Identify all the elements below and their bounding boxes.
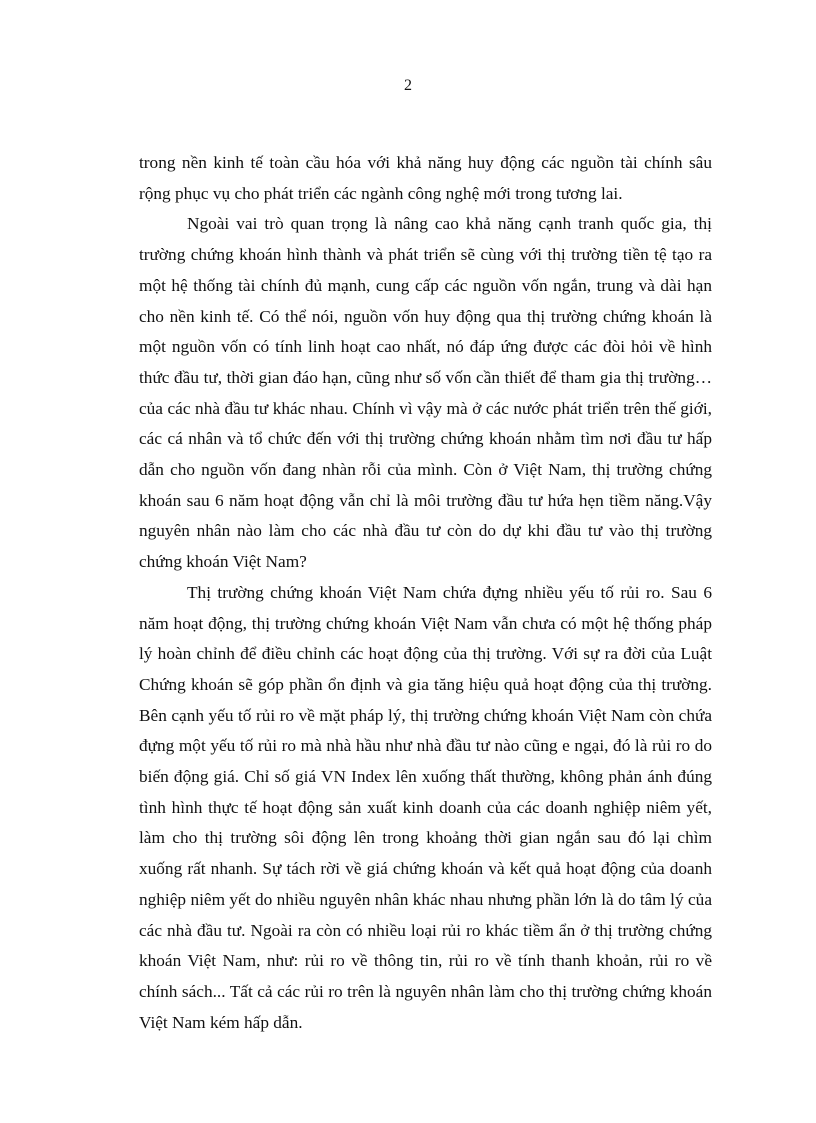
- paragraph-continuation: trong nền kinh tế toàn cầu hóa với khả năng huy động các nguồn tài chính sâu rộng phục vụ cho phát triển các ngành công nghệ mới trong tương lai.: [139, 153, 712, 203]
- page-number: 2: [404, 77, 412, 94]
- paragraph-market-role: Ngoài vai trò quan trọng là nâng cao khả năng cạnh tranh quốc gia, thị trường chứng khoán hình thành và phát triển sẽ cùng với thị trường tiền tệ tạo ra một hệ thống tài chính đủ mạnh, cung cấp các nguồn vốn ngắn, trung và dài hạn cho nền kinh tế. Có thể nói, nguồn vốn huy động qua thị trường chứng khoán là một nguồn vốn có tính linh hoạt cao nhất, nó đáp ứng được các đòi hỏi về hình thức đầu tư, thời gian đáo hạn, cũng như số vốn cần thiết để tham gia thị trường…của các nhà đầu tư khác nhau. Chính vì vậy mà ở các nước phát triển trên thế giới, các cá nhân và tổ chức đến với thị trường chứng khoán nhằm tìm nơi đầu tư hấp dẫn cho nguồn vốn đang nhàn rỗi của mình. Còn ở Việt Nam, thị trường chứng khoán sau 6 năm hoạt động vẫn chỉ là môi trường đầu tư hứa hẹn tiềm năng.Vậy nguyên nhân nào làm cho các nhà đầu tư còn do dự khi đầu tư vào thị trường chứng khoán Việt Nam?: [139, 214, 712, 572]
- body-text: [139, 148, 712, 1038]
- paragraph-market-risks: Thị trường chứng khoán Việt Nam chứa đựng nhiều yếu tố rủi ro. Sau 6 năm hoạt động, thị trường chứng khoán Việt Nam vẫn chưa có một hệ thống pháp lý hoàn chỉnh để điều chỉnh các hoạt động của thị trường. Với sự ra đời của Luật Chứng khoán sẽ góp phần ổn định và gia tăng hiệu quả hoạt động của thị trường. Bên cạnh yếu tố rủi ro về mặt pháp lý, thị trường chứng khoán Việt Nam còn chứa đựng một yếu tố rủi ro mà nhà hầu như nhà đầu tư nào cũng e ngại, đó là rủi ro do biến động giá. Chỉ số giá VN Index lên xuống thất thường, không phản ánh đúng tình hình thực tế hoạt động sản xuất kinh doanh của các doanh nghiệp niêm yết, làm cho thị trường sôi động lên trong khoảng thời gian ngắn sau đó lại chìm xuống rất nhanh. Sự tách rời về giá chứng khoán và kết quả hoạt động của doanh nghiệp niêm yết do nhiều nguyên nhân khác nhau nhưng phần lớn là do tâm lý của các nhà đầu tư. Ngoài ra còn có nhiều loại rủi ro khác tiềm ẩn ở thị trường chứng khoán Việt Nam, như: rủi ro về thông tin, rủi ro về tính thanh khoản, rủi ro về chính sách... Tất cả các rủi ro trên là nguyên nhân làm cho thị trường chứng khoán Việt Nam kém hấp dẫn.: [139, 582, 712, 1032]
